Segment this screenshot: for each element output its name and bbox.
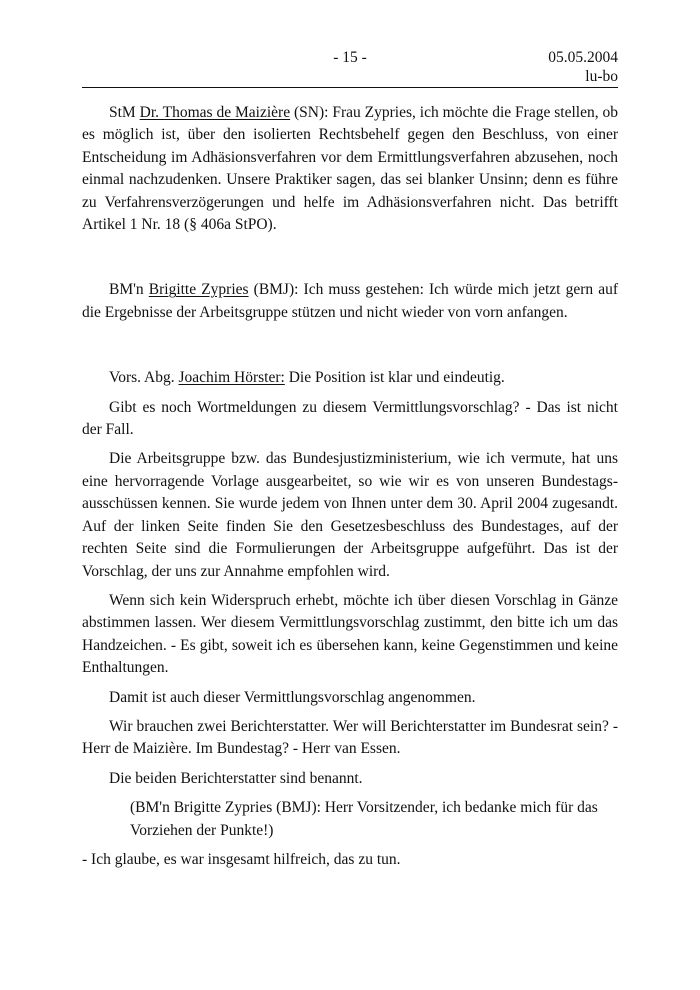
interjection: (BM'n Brigitte Zypries (BMJ): Herr Vorsitzender, ich bedanke mich für das Vorziehen der Punkte!): [130, 799, 598, 839]
paragraph: Gibt es noch Wortmeldungen zu diesem Vermittlungsvorschlag? - Das ist nicht der Fall.: [82, 398, 618, 439]
transcript-body: [82, 102, 618, 871]
paragraph: Wenn sich kein Widerspruch erhebt, möchte ich über diesen Vorschlag in Gänze abstimmen lassen. Wer diesem Vermittlungsvorschlag zustimmt, den bitte ich um das Handzeichen. - Es gibt, soweit ich es übersehen kann, keine Gegenstimmen und keine Enthaltungen.: [82, 591, 618, 677]
header-code: lu-bo: [585, 68, 618, 85]
speaker-name: Dr. Thomas de Maizière: [139, 104, 291, 121]
paragraph-text: (BMJ): Ich muss gestehen: Ich würde mich jetzt gern auf die Ergebnisse der Arbeitsgruppe stützen und nicht wieder von vorn anfangen.: [82, 281, 618, 321]
header-date: 05.05.2004: [548, 49, 618, 66]
speaker-title: StM: [109, 104, 140, 121]
speaker-title: Vors. Abg.: [109, 369, 179, 387]
paragraph: Damit ist auch dieser Vermittlungsvorschlag angenommen.: [109, 688, 476, 706]
paragraph: Die beiden Berichterstatter sind benannt.: [109, 769, 363, 787]
paragraph-text: Die Position ist klar und eindeutig.: [284, 369, 505, 387]
speaker-name: Joachim Hörster:: [178, 369, 285, 387]
paragraph-de-maiziere: [82, 102, 618, 236]
header-rule: [82, 87, 618, 88]
speaker-name: Brigitte Zypries: [148, 281, 249, 299]
paragraph: Wir brauchen zwei Berichterstatter. Wer will Berichterstatter im Bundesrat sein? - Herr de Maizière. Im Bundestag? - Herr van Essen.: [82, 717, 618, 758]
paragraph: - Ich glaube, es war insgesamt hilfreich, das zu tun.: [82, 850, 401, 868]
page-header: [82, 48, 618, 88]
page-number: - 15 -: [333, 49, 367, 66]
paragraph-text: (SN): Frau Zypries, ich möchte die Frage stellen, ob es möglich ist, über den isolierten Rechtsbehelf gegen den Beschluss, von einer Entscheidung im Adhäsionsverfahren vor dem Ermittlungsverfahren abzusehen, noch einmal nachzudenken. Unsere Praktiker sagen, das sei blanker Unsinn; denn es führe zu Verfahrensverzögerungen und helfe im Adhäsionsverfahren nicht. Das betrifft Artikel 1 Nr. 18 (§ 406a StPO).: [82, 104, 618, 234]
speaker-title: BM'n: [109, 281, 149, 299]
paragraph-zypries: [82, 279, 618, 324]
paragraph-hoerster: [82, 367, 618, 389]
paragraph: Die Arbeitsgruppe bzw. das Bundesjustizministerium, wie ich vermute, hat uns eine hervorragende Vorlage ausgearbeitet, so wie wir es von unseren Bundestags-ausschüssen kennen. Sie wurde jedem von Ihnen unter dem 30. April 2004 zugesandt. Auf der linken Seite finden Sie den Gesetzesbeschluss des Bundestages, auf der rechten Seite sind die Formulierungen der Arbeitsgruppe aufgeführt. Das ist der Vorschlag, der uns zur Annahme empfohlen wird.: [82, 450, 618, 580]
